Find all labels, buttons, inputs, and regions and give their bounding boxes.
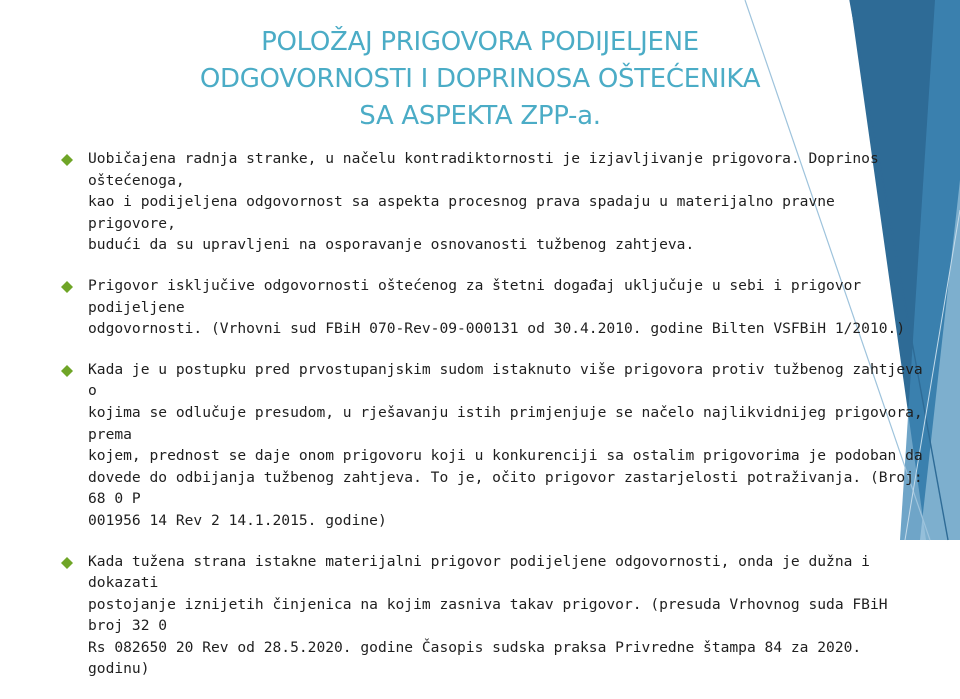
- bullet-list: [60, 148, 930, 699]
- bullet-line: budući da su upravljeni na osporavanje osnovanosti tužbenog zahtjeva.: [88, 236, 695, 254]
- title-line: SA ASPEKTA ZPP-a.: [359, 101, 601, 131]
- slide-title: [130, 24, 830, 135]
- diamond-bullet-icon: [61, 365, 73, 377]
- bullet-line: Prigovor isključive odgovornosti oštećenog za štetni događaj uključuje u sebi i prigovor podijeljene: [88, 276, 862, 316]
- bullet-line: Rs 082650 20 Rev od 28.5.2020. godine Časopis sudska praksa Privredne štampa 84 za 2020. godinu): [88, 638, 862, 678]
- bullet-line: odgovornosti. (Vrhovni sud FBiH 070-Rev-09-000131 od 30.4.2010. godine Bilten VSFBiH 1/2010.): [88, 320, 906, 338]
- diamond-bullet-icon: [61, 154, 73, 166]
- bullet-line: kojima se odlučuje presudom, u rješavanju istih primjenjuje se načelo najlikvidnijeg prigovora, prema: [88, 403, 923, 443]
- bullet-line: Uobičajena radnja stranke, u načelu kontradiktornosti je izjavljivanje prigovora. Doprinos oštećenoga,: [88, 150, 879, 189]
- title-line: POLOŽAJ PRIGOVORA PODIJELJENE: [261, 27, 699, 57]
- bullet-line: postojanje iznijetih činjenica na kojim zasniva takav prigovor. (presuda Vrhovnog suda FBiH broj 32 0: [88, 595, 888, 635]
- bullet-line: Kada tužena strana istakne materijalni prigovor podijeljene odgovornosti, onda je dužna i dokazati: [88, 552, 870, 592]
- title-line: ODGOVORNOSTI I DOPRINOSA OŠTEĆENIKA: [199, 64, 761, 94]
- bullet-item: [60, 551, 930, 681]
- diamond-bullet-icon: [61, 557, 73, 569]
- diamond-bullet-icon: [61, 281, 73, 293]
- bullet-line: kojem, prednost se daje onom prigovoru koji u konkurenciji sa ostalim prigovorima je podoban da: [88, 447, 923, 465]
- bullet-item: [60, 148, 930, 256]
- bullet-item: [60, 275, 930, 340]
- bullet-line: Kada je u postupku pred prvostupanjskim sudom istaknuto više prigovora protiv tužbenog zahtjeva o: [88, 360, 923, 400]
- bullet-line: dovede do odbijanja tužbenog zahtjeva. To je, očito prigovor zastarjelosti potraživanja. (Broj: 68 0 P: [88, 468, 923, 508]
- bullet-item: [60, 359, 930, 532]
- bullet-line: kao i podijeljena odgovornost sa aspekta procesnog prava spadaju u materijalno pravne prigovore,: [88, 193, 835, 232]
- bullet-line: 001956 14 Rev 2 14.1.2015. godine): [88, 511, 387, 529]
